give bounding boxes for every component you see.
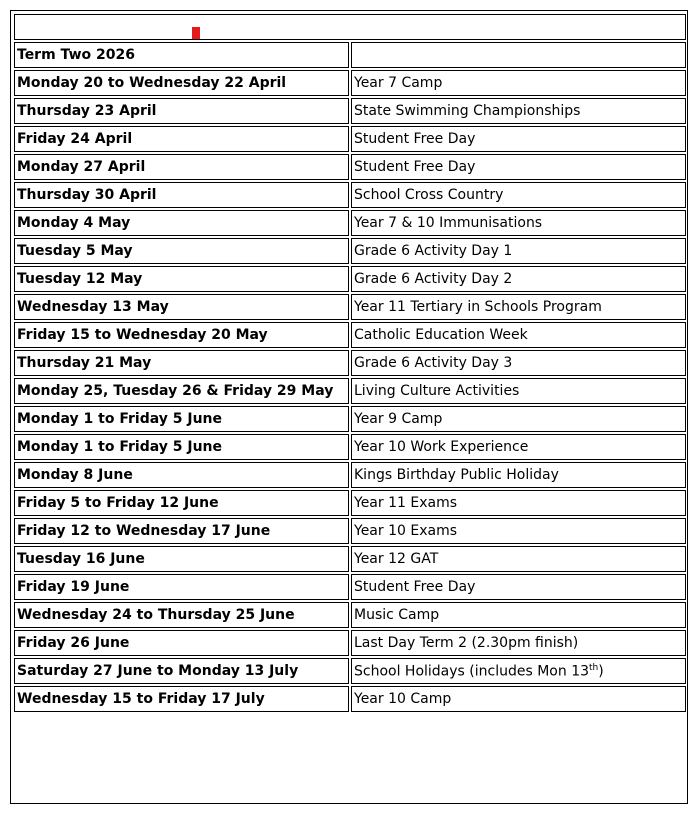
event-superscript: th	[589, 662, 599, 673]
event-cell: Year 10 Exams	[351, 518, 686, 544]
event-cell	[351, 658, 686, 684]
term-dates-table	[12, 12, 688, 714]
event-cell: Year 7 & 10 Immunisations	[351, 210, 686, 236]
table-row	[14, 238, 686, 264]
table-row	[14, 434, 686, 460]
table-row	[14, 210, 686, 236]
event-cell: Last Day Term 2 (2.30pm finish)	[351, 630, 686, 656]
event-cell: Music Camp	[351, 602, 686, 628]
event-cell: Living Culture Activities	[351, 378, 686, 404]
date-cell: Thursday 30 April	[14, 182, 349, 208]
event-cell: School Cross Country	[351, 182, 686, 208]
page-title	[385, 35, 665, 40]
date-cell: Wednesday 13 May	[14, 294, 349, 320]
table-row	[14, 154, 686, 180]
date-cell: Friday 19 June	[14, 574, 349, 600]
table-row	[14, 182, 686, 208]
date-cell: Saturday 27 June to Monday 13 July	[14, 658, 349, 684]
date-cell: Monday 20 to Wednesday 22 April	[14, 70, 349, 96]
header-row	[14, 14, 686, 40]
table-row	[14, 462, 686, 488]
event-cell: Catholic Education Week	[351, 322, 686, 348]
term-title: Term Two 2026	[14, 42, 349, 68]
table-row	[14, 574, 686, 600]
term-title-empty-cell	[351, 42, 686, 68]
table-row	[14, 686, 686, 712]
table-row	[14, 266, 686, 292]
event-tail: )	[598, 663, 604, 680]
date-cell: Monday 4 May	[14, 210, 349, 236]
date-cell: Tuesday 5 May	[14, 238, 349, 264]
table-row	[14, 602, 686, 628]
date-cell: Friday 24 April	[14, 126, 349, 152]
table-row	[14, 378, 686, 404]
table-row	[14, 126, 686, 152]
date-cell: Monday 25, Tuesday 26 & Friday 29 May	[14, 378, 349, 404]
event-cell: Grade 6 Activity Day 1	[351, 238, 686, 264]
date-cell: Tuesday 16 June	[14, 546, 349, 572]
event-cell: Student Free Day	[351, 574, 686, 600]
event-cell: Student Free Day	[351, 126, 686, 152]
date-cell: Monday 27 April	[14, 154, 349, 180]
table-row	[14, 658, 686, 684]
table-row	[14, 70, 686, 96]
event-cell: Grade 6 Activity Day 2	[351, 266, 686, 292]
date-cell: Friday 12 to Wednesday 17 June	[14, 518, 349, 544]
date-cell: Monday 1 to Friday 5 June	[14, 406, 349, 432]
table-row	[14, 630, 686, 656]
event-cell: Year 10 Camp	[351, 686, 686, 712]
event-cell: Year 10 Work Experience	[351, 434, 686, 460]
date-cell: Thursday 23 April	[14, 98, 349, 124]
event-cell: Kings Birthday Public Holiday	[351, 462, 686, 488]
date-cell: Friday 5 to Friday 12 June	[14, 490, 349, 516]
table-row	[14, 322, 686, 348]
date-cell: Friday 15 to Wednesday 20 May	[14, 322, 349, 348]
term-title-row	[14, 42, 686, 68]
event-cell: Year 12 GAT	[351, 546, 686, 572]
table-row	[14, 98, 686, 124]
date-cell: Wednesday 15 to Friday 17 July	[14, 686, 349, 712]
event-cell: Student Free Day	[351, 154, 686, 180]
date-cell: Tuesday 12 May	[14, 266, 349, 292]
event-cell: State Swimming Championships	[351, 98, 686, 124]
table-row	[14, 406, 686, 432]
school-crest-logo: SAPIENTIA DOMINI DOCET NOS	[143, 25, 249, 40]
event-cell: Year 11 Tertiary in Schools Program	[351, 294, 686, 320]
date-cell: Friday 26 June	[14, 630, 349, 656]
date-cell: Thursday 21 May	[14, 350, 349, 376]
event-cell: Grade 6 Activity Day 3	[351, 350, 686, 376]
date-cell: Wednesday 24 to Thursday 25 June	[14, 602, 349, 628]
date-cell: Monday 1 to Friday 5 June	[14, 434, 349, 460]
table-row	[14, 350, 686, 376]
table-row	[14, 294, 686, 320]
event-cell: Year 7 Camp	[351, 70, 686, 96]
table-row	[14, 546, 686, 572]
event-text: School Holidays (includes Mon 13	[354, 663, 590, 680]
event-cell: Year 9 Camp	[351, 406, 686, 432]
event-cell: Year 11 Exams	[351, 490, 686, 516]
table-row	[14, 518, 686, 544]
date-cell: Monday 8 June	[14, 462, 349, 488]
table-row	[14, 490, 686, 516]
